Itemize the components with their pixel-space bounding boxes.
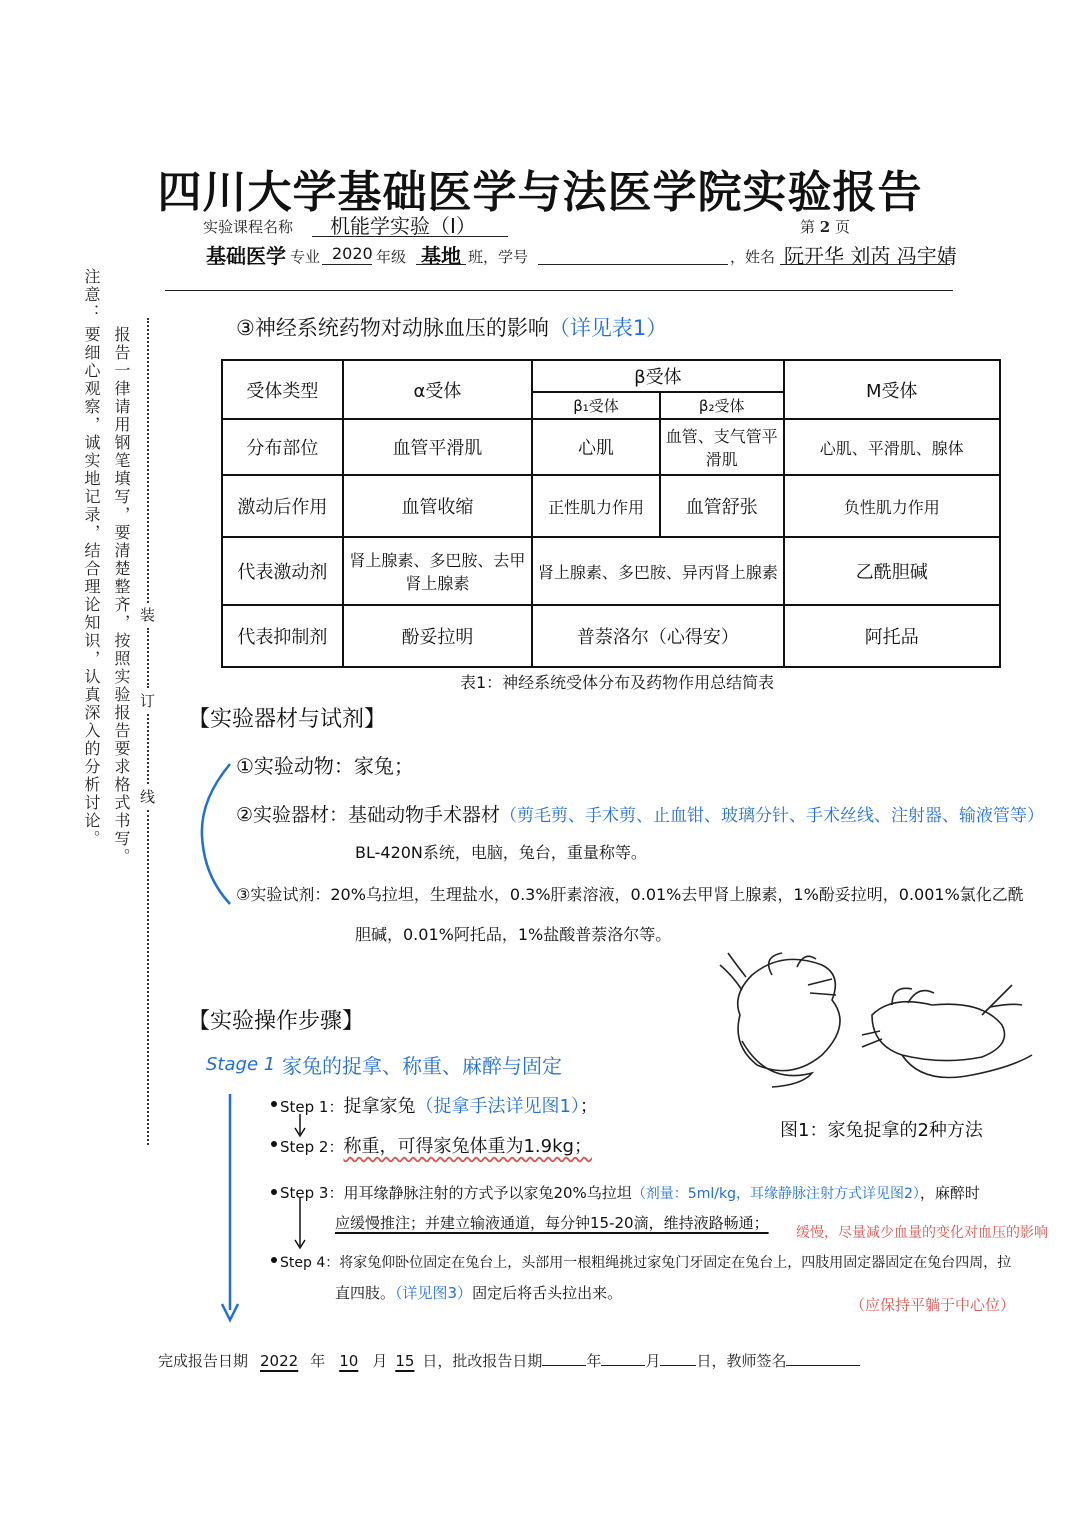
table-header-beta2: β₂受体 <box>660 392 784 419</box>
step-4: Step 4：将家兔仰卧位固定在兔台上，头部用一根粗绳挑过家兔门牙固定在兔台上，四肢用固定器固定在兔台四周，拉 <box>280 1255 1012 1271</box>
cell: 心肌 <box>532 419 660 475</box>
table-header-m: M受体 <box>784 360 1000 419</box>
table-header-type: 受体类型 <box>222 360 343 419</box>
materials-brace <box>196 760 236 910</box>
cell: 阿托品 <box>784 605 1000 667</box>
header-divider <box>165 290 953 291</box>
class-label: 班，学号 <box>468 248 529 266</box>
binding-char-1: 装 <box>140 606 156 624</box>
major-value: 基础医学 <box>206 244 286 268</box>
margin-note-col2: 报告一律请用钢笔填写，要清楚整齐，按照实验报告要求格式书写。 <box>112 326 131 866</box>
cell: 血管、支气管平滑肌 <box>660 419 784 475</box>
grade-underline <box>322 264 372 265</box>
stage-label: Stage 1 <box>206 1054 276 1075</box>
step-2: Step 2：称重，可得家兔体重为1.9kg； <box>280 1136 592 1157</box>
binding-char-3: 线 <box>140 788 156 806</box>
step-3-cont: 应缓慢推注；并建立输液通道，每分钟15-20滴，维持液路畅通； <box>335 1214 769 1232</box>
cell: 乙酰胆碱 <box>784 537 1000 605</box>
cell: 肾上腺素、多巴胺、去甲肾上腺素 <box>343 537 533 605</box>
binding-dotted-line <box>147 318 149 603</box>
binding-dotted-line <box>147 714 149 784</box>
table-header-beta1: β₁受体 <box>532 392 660 419</box>
row-label: 代表抑制剂 <box>222 605 343 667</box>
name-label: ，姓名 <box>730 248 776 266</box>
binding-char-2: 订 <box>140 692 156 710</box>
step-4-note: （应保持平躺于中心位） <box>850 1296 1016 1314</box>
materials-item-2-cont: BL-420N系统，电脑，兔台，重量称等。 <box>355 843 647 862</box>
margin-note-col1: 要细心观察，诚实地记录，结合理论知识，认真深入的分析讨论。 <box>82 326 101 848</box>
course-underline <box>312 236 508 237</box>
materials-heading: 【实验器材与试剂】 <box>188 707 387 732</box>
table-row <box>222 537 1000 605</box>
cell: 负性肌力作用 <box>784 475 1000 537</box>
binding-dotted-line <box>147 628 149 688</box>
materials-item-3-cont: 胆碱，0.01%阿托品，1%盐酸普萘洛尔等。 <box>355 925 672 944</box>
step-3: Step 3：用耳缘静脉注射的方式予以家兔20%乌拉坦（剂量：5ml/kg，耳缘静脉注射方式详见图2），麻醉时 <box>280 1184 980 1202</box>
rabbit-handling-illustration <box>712 945 1042 1095</box>
course-value: 机能学实验（I） <box>330 214 476 238</box>
report-title: 四川大学基础医学与法医学院实验报告 <box>157 167 923 218</box>
stage-arrow <box>218 1090 242 1326</box>
table-row <box>222 605 1000 667</box>
name-value: 阮开华 刘芮 冯宇婧 <box>784 244 957 268</box>
section3-heading: ③神经系统药物对动脉血压的影响（详见表1） <box>236 316 668 340</box>
cell: 心肌、平滑肌、腺体 <box>784 419 1000 475</box>
step-4-cont: 直四肢。（详见图3）固定后将舌头拉出来。 <box>335 1284 623 1302</box>
name-underline <box>780 264 950 265</box>
margin-note-label: 注意： <box>82 268 101 322</box>
row-label: 代表激动剂 <box>222 537 343 605</box>
student-id-underline <box>538 264 728 265</box>
cell: 血管平滑肌 <box>343 419 533 475</box>
cell: 血管舒张 <box>660 475 784 537</box>
cell: 正性肌力作用 <box>532 475 660 537</box>
grade-value: 2020 <box>332 244 373 263</box>
class-value: 基地 <box>421 244 461 268</box>
table-row <box>222 475 1000 537</box>
major-label: 专业 <box>290 248 321 266</box>
row-label: 分布部位 <box>222 419 343 475</box>
course-label: 实验课程名称 <box>203 218 294 236</box>
table-header-alpha: α受体 <box>343 360 533 419</box>
stage-title: 家兔的捉拿、称重、麻醉与固定 <box>282 1054 562 1078</box>
materials-item-1: ①实验动物：家兔； <box>236 754 414 778</box>
class-underline <box>416 264 466 265</box>
cell: 血管收缩 <box>343 475 533 537</box>
table-row <box>222 419 1000 475</box>
footer-dates: 完成报告日期 2022 年 10 月 15 日，批改报告日期 年 月 日，教师签名 <box>158 1350 860 1371</box>
grade-label: 年级 <box>376 248 407 266</box>
cell: 普萘洛尔（心得安） <box>532 605 783 667</box>
table-header-beta: β受体 <box>532 360 783 392</box>
figure-caption: 图1：家兔捉拿的2种方法 <box>780 1120 983 1141</box>
cell: 酚妥拉明 <box>343 605 533 667</box>
materials-item-2: ②实验器材：基础动物手术器材（剪毛剪、手术剪、止血钳、玻璃分针、手术丝线、注射器、输液管等） <box>236 804 1045 826</box>
receptor-table <box>221 359 1001 668</box>
step-1: Step 1：捉拿家兔（捉拿手法详见图1）； <box>280 1096 598 1117</box>
materials-item-3: ③实验试剂：20%乌拉坦，生理盐水，0.3%肝素溶液，0.01%去甲肾上腺素，1%酚妥拉明，0.001%氯化乙酰 <box>236 885 1024 904</box>
cell: 肾上腺素、多巴胺、异丙肾上腺素 <box>532 537 783 605</box>
step-3-note: 缓慢，尽量减少血量的变化对血压的影响 <box>796 1225 1048 1241</box>
page-number: 第 2 页 <box>800 218 851 236</box>
binding-dotted-line <box>147 810 149 1145</box>
steps-heading: 【实验操作步骤】 <box>188 1009 365 1034</box>
row-label: 激动后作用 <box>222 475 343 537</box>
table-caption: 表1：神经系统受体分布及药物作用总结简表 <box>460 673 775 692</box>
